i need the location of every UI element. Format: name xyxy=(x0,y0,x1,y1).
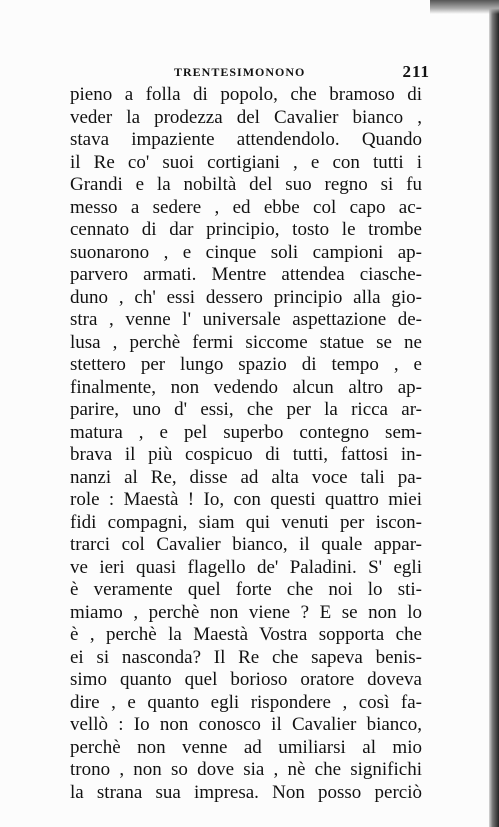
text-line: simo quanto quel borioso oratore doveva xyxy=(70,669,422,690)
page-number: 211 xyxy=(402,62,430,81)
text-line: il Re co' suoi cortigiani , e con tutti i xyxy=(70,151,422,173)
text-line: cennato di dar principio, tosto le trombe xyxy=(70,219,422,240)
text-line: parvero armati. Mentre attendea ciasche- xyxy=(70,264,422,285)
text-line: la strana sua impresa. Non posso perciò xyxy=(70,781,422,803)
text-line: miamo , perchè non viene ? E se non lo xyxy=(70,601,422,623)
text-line: parire, uno d' essi, che per la ricca ar- xyxy=(70,399,422,420)
text-line: veder la prodezza del Cavalier bianco , xyxy=(70,106,422,128)
text-line: stettero per lungo spazio di tempo , e xyxy=(70,354,422,375)
page-corner-shadow xyxy=(430,0,499,14)
text-line: dire , e quanto egli rispondere , così fa- xyxy=(70,691,422,713)
text-line: stava impaziente attendendolo. Quando xyxy=(70,129,422,150)
page-header xyxy=(70,64,430,82)
text-line: perchè non venne ad umiliarsi al mio xyxy=(70,736,422,758)
text-line: suonarono , e cinque soli campioni ap- xyxy=(70,241,422,263)
page-edge-shadow xyxy=(489,0,499,827)
body-text xyxy=(70,84,422,804)
text-line: lusa , perchè fermi siccome statue se ne xyxy=(70,331,422,353)
text-line: pieno a folla di popolo, che bramoso di xyxy=(70,84,422,105)
text-line: finalmente, non vedendo alcun altro ap- xyxy=(70,376,422,398)
text-line: ve ieri quasi flagello de' Paladini. S' egli xyxy=(70,556,422,578)
text-line: trono , non so dove sia , nè che significhi xyxy=(70,759,422,780)
text-line: fidi compagni, siam qui venuti per iscon- xyxy=(70,511,422,533)
running-head: TRENTESIMONONO xyxy=(174,65,306,79)
text-line: messo a sedere , ed ebbe col capo ac- xyxy=(70,196,422,218)
text-line: role : Maestà ! Io, con questi quattro miei xyxy=(70,489,422,510)
text-line: Grandi e la nobiltà del suo regno si fu xyxy=(70,174,422,195)
text-line: trarci col Cavalier bianco, il quale appar- xyxy=(70,534,422,555)
text-line: è veramente quel forte che noi lo sti- xyxy=(70,579,422,600)
text-line: stra , venne l' universale aspettazione de- xyxy=(70,309,422,330)
text-line: duno , ch' essi dessero principio alla gio- xyxy=(70,286,422,308)
text-line: ei si nasconda? Il Re che sapeva benis- xyxy=(70,646,422,668)
text-line: è , perchè la Maestà Vostra sopporta che xyxy=(70,624,422,645)
text-line: nanzi al Re, disse ad alta voce tali pa- xyxy=(70,466,422,488)
text-line: matura , e pel superbo contegno sem- xyxy=(70,421,422,443)
text-line: vellò : Io non conosco il Cavalier bianco, xyxy=(70,714,422,735)
text-line: brava il più cospicuo di tutti, fattosi in- xyxy=(70,444,422,465)
